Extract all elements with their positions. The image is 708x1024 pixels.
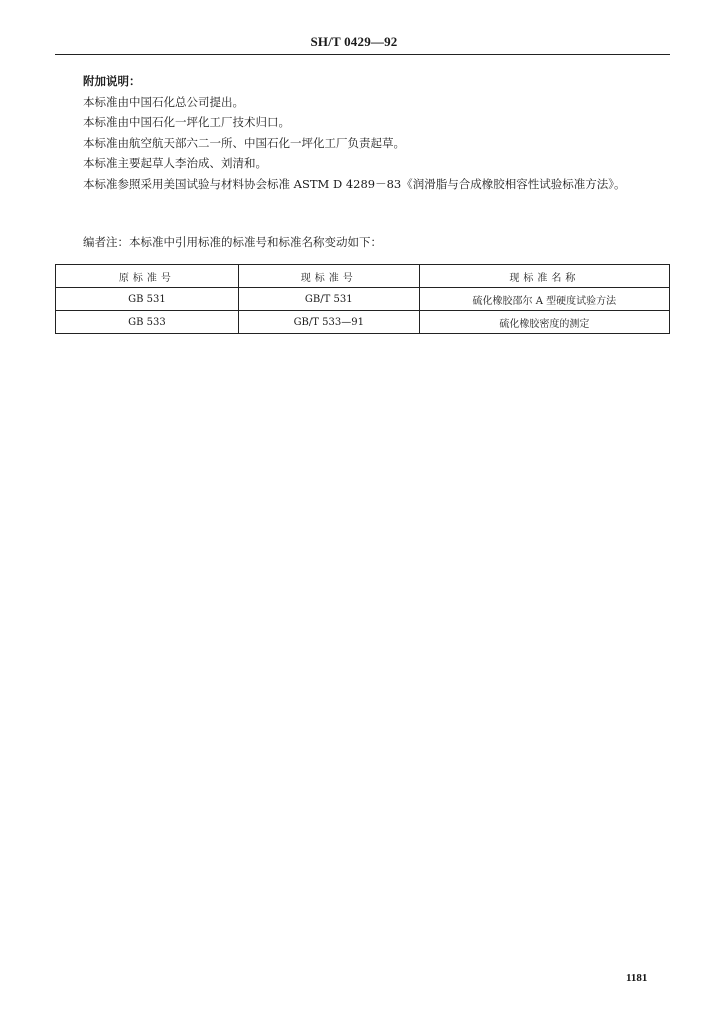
editor-note: 编者注：本标准中引用标准的标准号和标准名称变动如下： [83,235,382,249]
table-cell: 硫化橡胶密度的测定 [419,311,669,334]
table-cell: GB 533 [56,311,239,334]
note-line: 本标准由航空航天部六二一所、中国石化一坪化工厂负责起草。 [83,135,405,150]
table-row [56,288,670,311]
column-header: 现标准名称 [419,265,669,288]
note-line: 本标准参照采用美国试验与材料协会标准 ASTM D 4289－83《润滑脂与合成橡胶相容性试验标准方法》。 [83,176,626,191]
standard-code: SH/T 0429—92 [310,34,398,49]
table-cell: GB/T 533—91 [238,311,419,334]
table-cell: GB 531 [56,288,239,311]
column-header: 原标准号 [56,265,239,288]
note-line: 本标准由中国石化一坪化工厂技术归口。 [83,115,290,129]
table-row [56,311,670,334]
standards-table [55,264,670,334]
note-line: 本标准主要起草人李治成、刘清和。 [83,156,267,170]
table-cell: 硫化橡胶邵尔 A 型硬度试验方法 [419,288,669,311]
table-cell: GB/T 531 [238,288,419,311]
note-line: 本标准由中国石化总公司提出。 [83,94,244,109]
header-rule [55,54,670,55]
notes-heading: 附加说明： [83,74,141,88]
additional-notes [55,71,670,194]
column-header: 现标准号 [238,265,419,288]
table-header-row [56,265,670,288]
page-number: 1181 [626,972,648,984]
